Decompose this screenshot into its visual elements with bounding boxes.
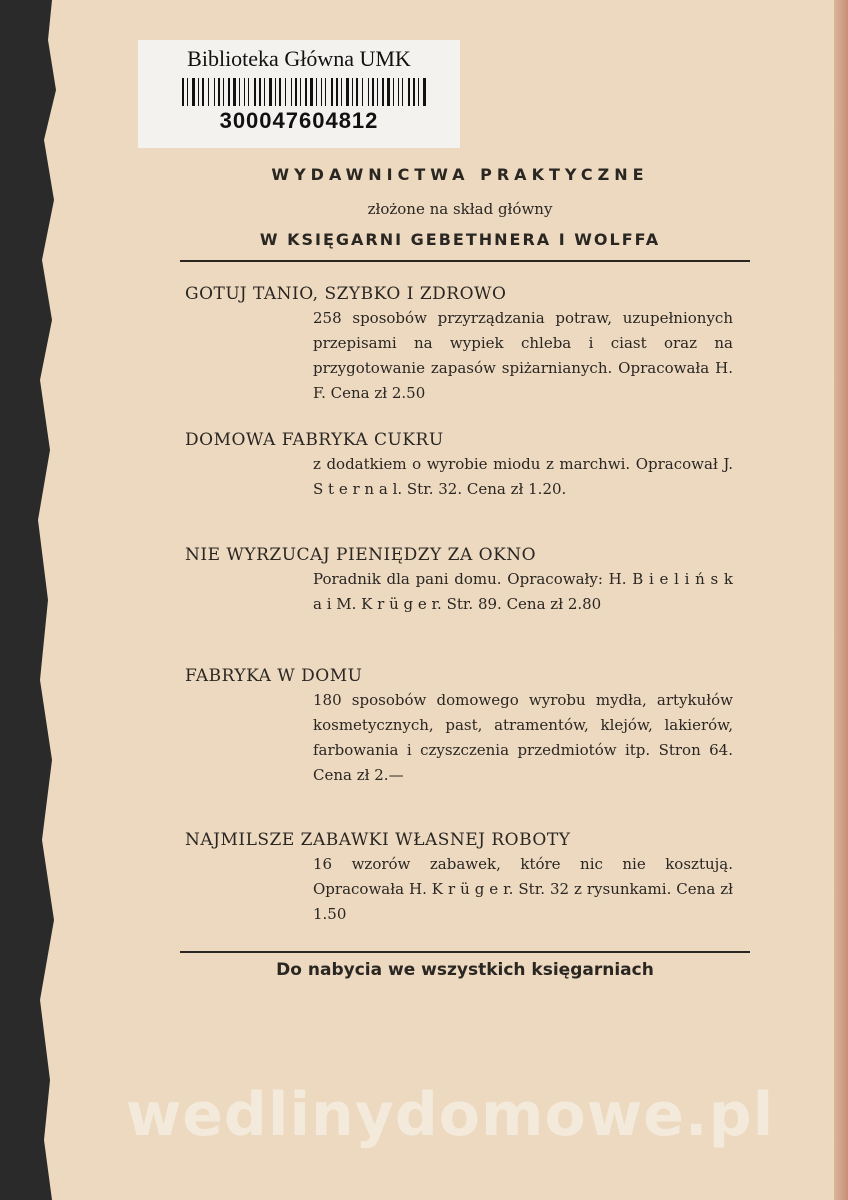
availability-note: Do nabycia we wszystkich księgarniach (276, 960, 654, 980)
publisher-subtitle: złożone na skład główny (367, 200, 553, 218)
book-entry-description: 16 wzorów zabawek, które nic nie kosztują. Opracowała H. K r ü g e r. Str. 32 z rysunkami. Cena zł 1.50 (313, 855, 733, 923)
book-entry-description: z dodatkiem o wyrobie miodu z marchwi. Opracował J. S t e r n a l. Str. 32. Cena zł 1.20. (313, 455, 733, 498)
publisher-series-title: WYDAWNICTWA PRAKTYCZNE (271, 165, 649, 184)
book-entry (185, 284, 745, 406)
book-entry-title: GOTUJ TANIO, SZYBKO I ZDROWO (185, 284, 507, 304)
book-entry-title: FABRYKA W DOMU (185, 666, 363, 686)
book-entry-description: 180 sposobów domowego wyrobu mydła, artykułów kosmetycznych, past, atramentów, klejów, lakierów, farbowania i czyszczenia przedmiotów itp. Stron 64. Cena zł 2.— (313, 691, 733, 784)
book-entry (185, 430, 745, 502)
book-entry (185, 545, 745, 617)
site-watermark: wedlinydomowe.pl (125, 1080, 775, 1150)
book-entry-title: NAJMILSZE ZABAWKI WŁASNEJ ROBOTY (185, 830, 571, 850)
barcode-graphic (182, 78, 430, 106)
book-entry (185, 830, 745, 927)
library-barcode-label (138, 40, 460, 148)
torn-paper-edge (30, 0, 78, 1200)
label-library-name: Biblioteka Główna UMK (187, 46, 411, 71)
book-entry-description: 258 sposobów przyrządzania potraw, uzupełnionych przepisami na wypiek chleba i ciast oraz na przygotowanie zapasów spiżarnianych. Opracowała H. F. Cena zł 2.50 (313, 309, 733, 402)
page-right-edge (834, 0, 848, 1200)
book-entry-description: Poradnik dla pani domu. Opracowały: H. B i e l i ń s k a i M. K r ü g e r. Str. 89. Cena zł 2.80 (313, 570, 733, 613)
footer-divider (180, 951, 750, 953)
header-divider (180, 260, 750, 262)
label-barcode-number: 300047604812 (219, 108, 379, 133)
book-page (30, 0, 848, 1200)
publisher-bookstore: W KSIĘGARNI GEBETHNERA I WOLFFA (259, 230, 661, 249)
book-entry-title: DOMOWA FABRYKA CUKRU (185, 430, 444, 450)
book-entry (185, 666, 745, 788)
book-entry-title: NIE WYRZUCAJ PIENIĘDZY ZA OKNO (185, 545, 537, 565)
